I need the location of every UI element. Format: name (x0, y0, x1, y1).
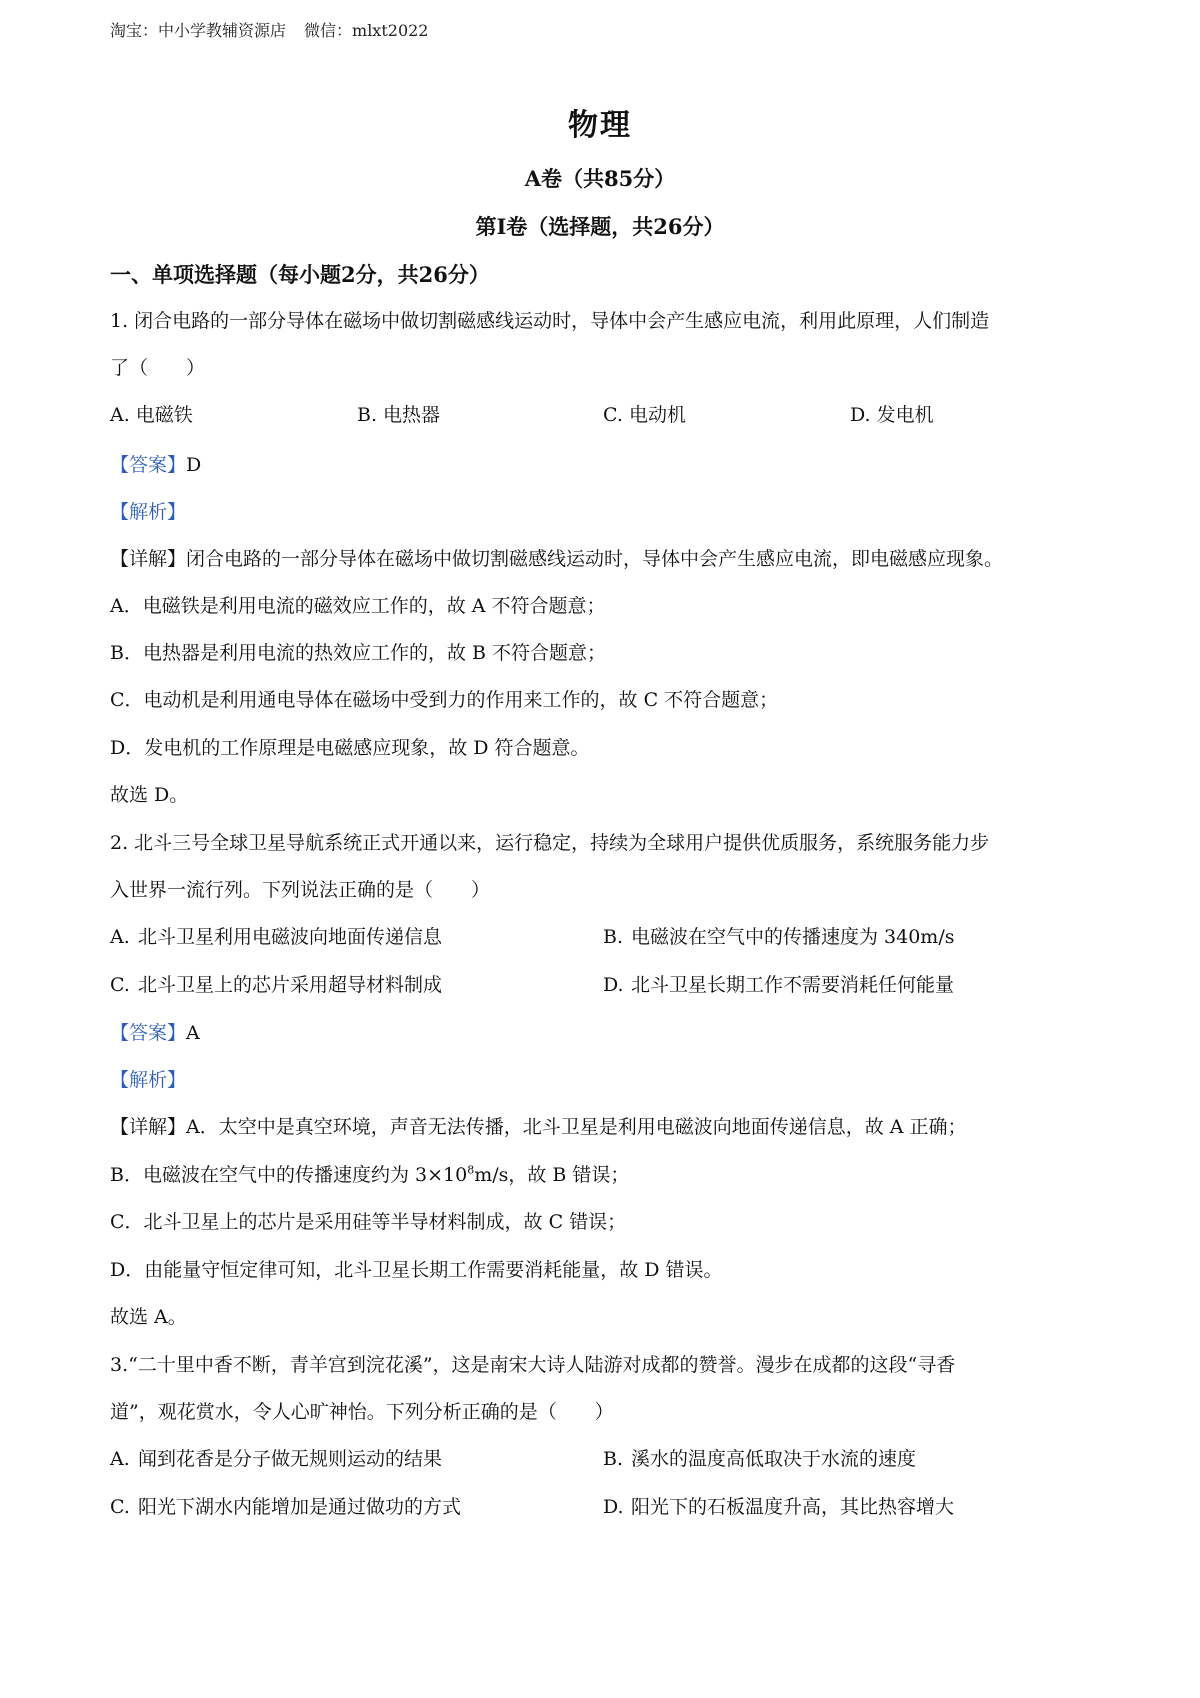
q2-explanation-b-exponent: 8 (467, 1163, 475, 1177)
q3-option-c-letter: C. (110, 1496, 130, 1518)
q1-option-d: D. 发电机 (850, 404, 934, 426)
watermark-header (110, 18, 428, 41)
page-title: 物理 (568, 108, 632, 143)
q2-option-c-text: 北斗卫星上的芯片采用超导材料制成 (138, 974, 443, 996)
q2-conclusion: 故选 A。 (110, 1306, 187, 1328)
q3-option-d-text: 阳光下的石板温度升高，其比热容增大 (631, 1496, 955, 1518)
q2-option-c-letter: C. (110, 974, 130, 996)
q3-option-b-letter: B. (603, 1448, 624, 1470)
q3-stem-line1: 3.“二十里中香不断，青羊宫到浣花溪”，这是南宋大诗人陆游对成都的赞誉。漫步在成都的这段“寻香 (110, 1354, 956, 1376)
shop-label: 淘宝：中小学教辅资源店 (110, 21, 287, 40)
q2-option-a (110, 922, 442, 949)
q1-stem-line1: 1. 闭合电路的一部分导体在磁场中做切割磁感线运动时，导体中会产生感应电流，利用此原理，人们制造 (110, 310, 990, 332)
q3-option-c-text: 阳光下湖水内能增加是通过做功的方式 (138, 1496, 462, 1518)
q1-detail (110, 544, 1003, 571)
q2-answer-value: A (186, 1022, 200, 1044)
q2-explanation-b-post: m/s，故 B 错误； (474, 1164, 630, 1186)
q1-option-b: B. 电热器 (357, 404, 441, 426)
q3-option-a (110, 1444, 442, 1471)
q2-stem-line2: 入世界一流行列。下列说法正确的是（ ） (110, 879, 491, 901)
q1-analysis-tag: 【解析】 (110, 501, 187, 523)
q2-detail-tag: 【详解】 (110, 1116, 187, 1138)
q2-option-b (603, 922, 954, 949)
q2-option-d-text: 北斗卫星长期工作不需要消耗任何能量 (631, 974, 955, 996)
q3-option-d (603, 1492, 954, 1519)
q2-option-c (110, 970, 442, 997)
q2-option-b-text: 电磁波在空气中的传播速度为 340m/s (631, 926, 955, 948)
paper-a-heading: A卷（共85分） (524, 166, 676, 191)
q1-option-a: A. 电磁铁 (110, 404, 193, 426)
q2-analysis-tag: 【解析】 (110, 1069, 187, 1091)
wechat-label: 微信：mlxt2022 (304, 21, 429, 40)
q1-answer-value: D (186, 454, 202, 476)
q3-option-b (603, 1444, 916, 1471)
q1-stem-line2: 了（ ） (110, 357, 206, 379)
q2-stem-line1: 2. 北斗三号全球卫星导航系统正式开通以来，运行稳定，持续为全球用户提供优质服务，系统服务能力步 (110, 832, 990, 854)
q1-answer-tag: 【答案】 (110, 454, 187, 476)
q2-option-a-letter: A. (110, 926, 130, 948)
q3-stem-line2: 道”，观花赏水，令人心旷神怡。下列分析正确的是（ ） (110, 1401, 614, 1423)
q2-explanation-d: D．由能量守恒定律可知，北斗卫星长期工作需要消耗能量，故 D 错误。 (110, 1259, 723, 1281)
q2-detail-text: A．太空中是真空环境，声音无法传播，北斗卫星是利用电磁波向地面传递信息，故 A 正确； (186, 1116, 967, 1138)
q2-answer (110, 1018, 200, 1045)
q2-detail (110, 1112, 967, 1139)
q1-detail-text: 闭合电路的一部分导体在磁场中做切割磁感线运动时，导体中会产生感应电流，即电磁感应现象。 (186, 548, 1004, 570)
q2-explanation-b (110, 1160, 629, 1187)
q1-conclusion: 故选 D。 (110, 784, 189, 806)
q3-option-a-text: 闻到花香是分子做无规则运动的结果 (138, 1448, 443, 1470)
q3-option-b-text: 溪水的温度高低取决于水流的速度 (631, 1448, 917, 1470)
q3-option-d-letter: D. (603, 1496, 624, 1518)
q2-option-a-text: 北斗卫星利用电磁波向地面传递信息 (138, 926, 443, 948)
q2-explanation-b-pre: B．电磁波在空气中的传播速度约为 3×10 (110, 1164, 468, 1186)
q2-explanation-c: C．北斗卫星上的芯片是采用硅等半导材料制成，故 C 错误； (110, 1211, 627, 1233)
q2-answer-tag: 【答案】 (110, 1022, 187, 1044)
q2-option-d-letter: D. (603, 974, 624, 996)
q1-explanation-c: C．电动机是利用通电导体在磁场中受到力的作用来工作的，故 C 不符合题意； (110, 689, 779, 711)
q1-explanation-a: A．电磁铁是利用电流的磁效应工作的，故 A 不符合题意； (110, 595, 606, 617)
q1-answer (110, 450, 201, 477)
q2-option-d (603, 970, 954, 997)
q3-option-a-letter: A. (110, 1448, 130, 1470)
part-one-heading: 第Ⅰ卷（选择题，共26分） (475, 214, 725, 239)
section-one-heading: 一、单项选择题（每小题2分，共26分） (110, 262, 490, 287)
q1-explanation-d: D．发电机的工作原理是电磁感应现象，故 D 符合题意。 (110, 737, 590, 759)
q2-option-b-letter: B. (603, 926, 624, 948)
q1-detail-tag: 【详解】 (110, 548, 187, 570)
q3-option-c (110, 1492, 461, 1519)
q1-option-c: C. 电动机 (603, 404, 686, 426)
q1-explanation-b: B．电热器是利用电流的热效应工作的，故 B 不符合题意； (110, 642, 607, 664)
